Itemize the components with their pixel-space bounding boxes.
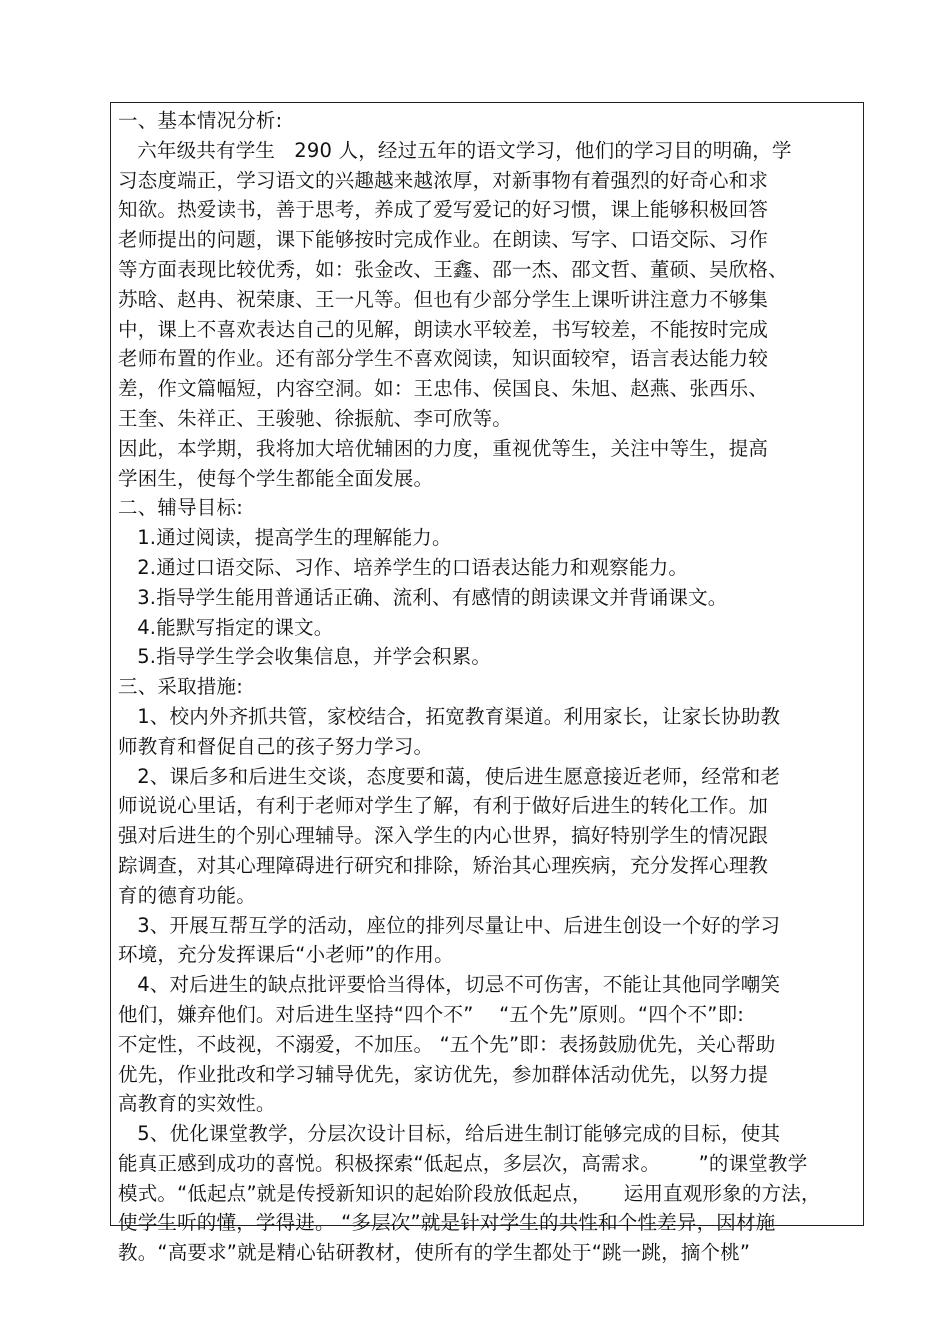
measure-line: 踪调查，对其心理障碍进行研究和排除，矫治其心理疾病，充分发挥心理教 [118,853,769,877]
paragraph-line: 学困生，使每个学生都能全面发展。 [118,466,434,490]
section-heading-basic-situation: 一、基本情况分析: [118,109,283,132]
section-heading-goals: 二、辅导目标: [118,496,243,520]
goal-item: 5.指导学生学会收集信息，并学会积累。 [118,645,492,669]
measure-line: 育的德育功能。 [118,883,256,907]
goal-item: 3.指导学生能用普通话正确、流利、有感情的朗读课文并背诵课文。 [118,585,728,609]
paragraph-line: 六年级共有学生 290 人，经过五年的语文学习，他们的学习目的明确，学 [118,138,792,162]
paragraph-line: 习态度端正，学习语文的兴趣越来越浓厚，对新事物有着强烈的好奇心和求 [118,168,769,192]
measure-line: 2、课后多和后进生交谈，态度要和蔼，使后进生愿意接近老师，经常和老 [118,764,781,788]
measure-line: 不定性，不歧视，不溺爱，不加压。 “五个先”即：表扬鼓励优先，关心帮助 [118,1032,776,1056]
paragraph-line: 知欲。热爱读书，善于思考，养成了爱写爱记的好习惯，课上能够积极回答 [118,198,769,222]
measure-line: 3、开展互帮互学的活动，座位的排列尽量让中、后进生创设一个好的学习 [118,913,781,937]
measure-line: 师说说心里话，有利于老师对学生了解，有利于做好后进生的转化工作。加 [118,794,769,818]
measure-line: 优先，作业批改和学习辅导优先，家访优先，参加群体活动优先，以努力提 [118,1062,769,1086]
document-body [118,106,858,1268]
paragraph-line: 等方面表现比较优秀，如：张金改、王鑫、邵一杰、邵文哲、董硕、吴欣格、 [118,257,788,281]
paragraph-line: 老师提出的问题，课下能够按时完成作业。在朗读、写字、口语交际、习作 [118,228,769,252]
measure-line: 教。“高要求”就是精心钻研教材，使所有的学生都处于“跳一跳，摘个桃” [118,1241,751,1265]
paragraph-line: 因此，本学期，我将加大培优辅困的力度，重视优等生，关注中等生，提高 [118,436,769,460]
measure-line: 他们，嫌弃他们。对后进生坚持“四个不” “五个先”原则。“四个不”即: [118,1002,745,1026]
goal-item: 4.能默写指定的课文。 [118,615,334,639]
paragraph-line: 老师布置的作业。还有部分学生不喜欢阅读，知识面较窄，语言表达能力较 [118,347,769,371]
measure-line: 使学生听的懂，学得进。 “多层次”就是针对学生的共性和个性差异，因材施 [118,1211,776,1235]
measure-line: 能真正感到成功的喜悦。积极探索“低起点，多层次，高需求。 ”的课堂教学 [118,1151,808,1175]
measure-line: 高教育的实效性。 [118,1092,276,1116]
paragraph-line: 王奎、朱祥正、王骏驰、徐振航、李可欣等。 [118,406,513,430]
measure-line: 5、优化课堂教学，分层次设计目标，给后进生制订能够完成的目标，使其 [118,1122,781,1146]
measure-line: 模式。“低起点”就是传授新知识的起始阶段放低起点， 运用直观形象的方法， [118,1181,821,1205]
measure-line: 1、校内外齐抓共管，家校结合，拓宽教育渠道。利用家长，让家长协助教 [118,704,781,728]
goal-item: 1.通过阅读，提高学生的理解能力。 [118,526,452,550]
section-heading-measures: 三、采取措施: [118,675,243,699]
goal-item: 2.通过口语交际、习作、培养学生的口语表达能力和观察能力。 [118,555,689,579]
measure-line: 4、对后进生的缺点批评要恰当得体，切忌不可伤害，不能让其他同学嘲笑 [118,973,781,997]
measure-line: 师教育和督促自己的孩子努力学习。 [118,734,434,758]
paragraph-line: 中，课上不喜欢表达自己的见解，朗读水平较差，书写较差，不能按时完成 [118,317,769,341]
measure-line: 强对后进生的个别心理辅导。深入学生的内心世界，搞好特别学生的情况跟 [118,824,769,848]
measure-line: 环境，充分发挥课后“小老师”的作用。 [118,943,454,967]
paragraph-line: 差，作文篇幅短，内容空洞。如：王忠伟、侯国良、朱旭、赵燕、张西乐、 [118,377,769,401]
paragraph-line: 苏晗、赵冉、祝荣康、王一凡等。但也有少部分学生上课听讲注意力不够集 [118,287,769,311]
